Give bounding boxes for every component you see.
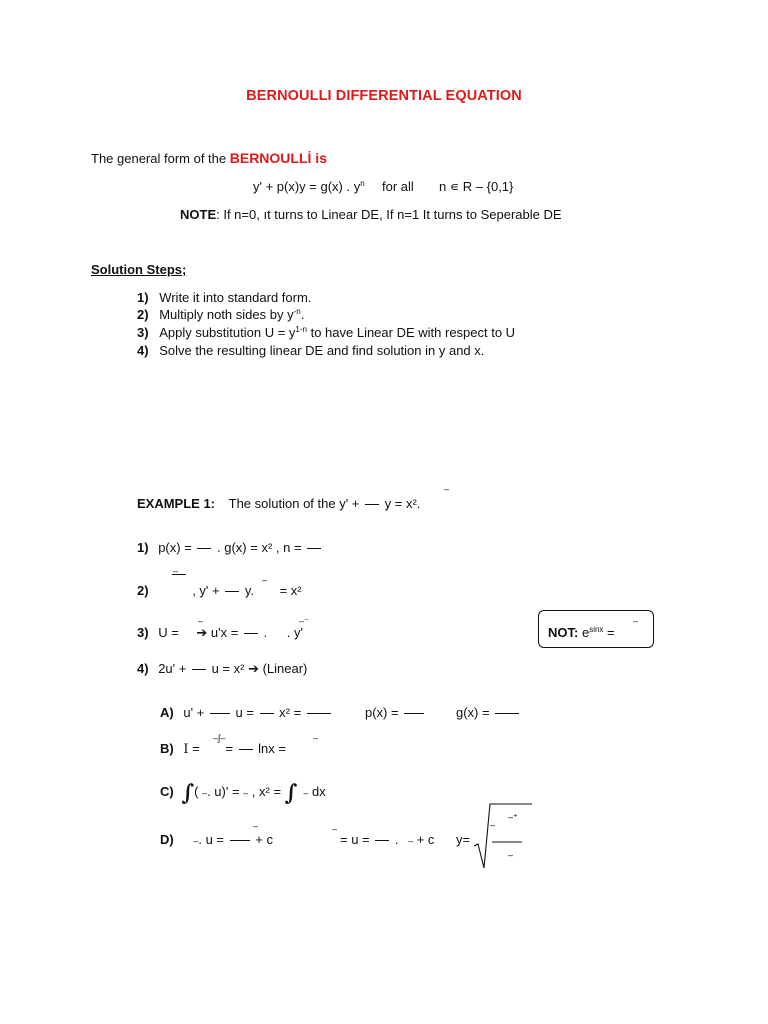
integral-icon: ∫ [284, 780, 298, 806]
note-label: NOTE [180, 207, 217, 222]
step-number: 3) [137, 325, 149, 340]
step-text: Write it into standard form. [159, 290, 312, 305]
step-number: 1) [137, 290, 149, 305]
part-label: D) [160, 832, 174, 847]
solution-steps-heading: Solution Steps; [91, 262, 187, 277]
example-step-4 [137, 661, 307, 677]
example-step-text: . y' [286, 625, 304, 640]
part-text: + c [251, 832, 273, 847]
example-step-text: p(x) = [158, 540, 196, 555]
fraction-mark: – [262, 575, 268, 585]
example-step-text: 2u' + [158, 661, 190, 676]
step-sup: -n [293, 307, 301, 316]
step-1 [137, 290, 311, 305]
integrating-factor-symbol: I [183, 742, 189, 757]
step-3 [137, 325, 515, 340]
note-line [180, 207, 562, 222]
part-text: , x² = [248, 784, 285, 799]
step-text: Apply substitution U = y [159, 325, 296, 340]
equation-text: y' + p(x)y = g(x) . y [253, 179, 361, 194]
note-box-sup: sinx [589, 625, 604, 634]
part-d-second [340, 832, 434, 847]
example-step-text: u = x² [207, 661, 249, 676]
part-c [160, 780, 326, 806]
example-step-2 [137, 583, 302, 598]
fraction-mark: – [633, 616, 639, 626]
fraction-mark: – [173, 566, 179, 576]
fraction-bar [307, 713, 331, 714]
fraction-bar [260, 713, 274, 714]
part-label: C) [160, 784, 174, 799]
fraction-bar [239, 749, 253, 750]
example-step-text: y. [241, 583, 254, 598]
example-step-number: 2) [137, 583, 149, 598]
example-step-text: = x² [275, 583, 302, 598]
note-box-label: NOT: [548, 625, 579, 640]
page-title: BERNOULLI DIFFERENTIAL EQUATION [246, 88, 522, 104]
integral-icon: ∫ [181, 780, 195, 806]
note-box-text: e [578, 625, 590, 640]
step-text-post: . [300, 307, 305, 322]
fraction-bar [495, 713, 519, 714]
part-text: ( [194, 784, 203, 799]
example-step-text: (Linear) [258, 661, 308, 676]
example-step-3 [137, 625, 303, 641]
square-root-icon [474, 800, 534, 872]
example-step-text: . g(x) = x² , n = [213, 540, 306, 555]
fraction-mark: – [303, 788, 309, 798]
part-text: + c [413, 832, 435, 847]
note-box-text: = [603, 625, 615, 640]
example-text-post: y = x². [381, 496, 421, 511]
fraction-mark: – [243, 788, 249, 798]
part-text: u' + [183, 705, 208, 720]
fraction-bar [197, 548, 211, 549]
fraction-mark: – [253, 821, 259, 831]
fraction-bar [375, 840, 389, 841]
example-step-number: 4) [137, 661, 149, 676]
fraction-bar [404, 713, 424, 714]
fraction-mark: – [198, 616, 204, 626]
note-text: : If n=0, ıt turns to Linear DE, If n=1 It turns to Seperable DE [216, 207, 562, 222]
intro-line [91, 150, 327, 166]
part-text: dx [308, 784, 326, 799]
step-sup: 1-n [295, 325, 307, 334]
equation-exponent: n [360, 179, 365, 188]
example-step-number: 1) [137, 540, 149, 555]
example-step-text: . [259, 625, 271, 640]
part-b [160, 741, 286, 757]
part-text: u = [231, 705, 258, 720]
part-text: = [188, 741, 204, 756]
part-text: lnx = [254, 741, 286, 756]
note-box-content [548, 625, 615, 640]
part-a-gx [456, 705, 521, 720]
fraction-bar [210, 713, 230, 714]
part-text: = u = [340, 832, 374, 847]
step-text: Solve the resulting linear DE and find solution in y and x. [159, 343, 485, 358]
fraction-mark: – [332, 824, 338, 834]
fraction-bar [365, 504, 379, 505]
example-step-number: 3) [137, 625, 149, 640]
part-a [160, 705, 333, 720]
domain-text: n ∊ R – {0,1} [439, 179, 514, 194]
svg-text:–⁺: –⁺ [508, 812, 518, 822]
part-text: = [225, 741, 237, 756]
example-text: The solution of the y' + [228, 496, 364, 511]
for-all-text: for all [382, 179, 414, 194]
example-label: EXAMPLE 1: [137, 496, 216, 511]
fraction-mark: – [313, 733, 319, 743]
part-text: . u = [198, 832, 228, 847]
example-line [137, 496, 420, 511]
part-label: B) [160, 741, 174, 756]
example-step-text: U = [158, 625, 183, 640]
fraction-bar [172, 574, 186, 575]
svg-text:–: – [508, 850, 514, 860]
svg-text:–: – [490, 820, 496, 830]
step-number: 2) [137, 307, 149, 322]
part-a-px [365, 705, 426, 720]
part-text: . [391, 832, 403, 847]
part-d-y: y= [456, 832, 471, 847]
fraction-bar [192, 669, 206, 670]
part-text: . u)' = [207, 784, 244, 799]
arrow-icon: ➔ [196, 625, 208, 640]
fraction-mark: – [444, 484, 450, 494]
fraction-mark: – [193, 836, 199, 846]
fraction-bar [225, 591, 239, 592]
arrow-icon: ➔ [248, 661, 259, 676]
general-form-equation [253, 179, 365, 194]
part-text: x² = [275, 705, 305, 720]
fraction-bar [244, 633, 258, 634]
fraction-mark: –∫– [213, 733, 226, 743]
step-2 [137, 307, 304, 322]
example-step-text: , y' + [192, 583, 224, 598]
fraction-mark: –⁻ [299, 616, 309, 626]
fraction-bar [230, 840, 250, 841]
example-step-1 [137, 540, 323, 555]
example-step-text: u'x = [207, 625, 242, 640]
fraction-bar [307, 548, 321, 549]
intro-text: The general form of the [91, 151, 230, 166]
part-text: g(x) = [456, 705, 494, 720]
part-d [160, 832, 273, 847]
step-text-post: to have Linear DE with respect to U [306, 325, 516, 340]
fraction-mark: – [202, 788, 208, 798]
part-label: A) [160, 705, 174, 720]
step-text: Multiply noth sides by y [159, 307, 294, 322]
intro-bernoulli: BERNOULLİ is [229, 150, 327, 166]
step-4 [137, 343, 484, 358]
part-text: p(x) = [365, 705, 403, 720]
step-number: 4) [137, 343, 149, 358]
fraction-mark: – [408, 836, 414, 846]
